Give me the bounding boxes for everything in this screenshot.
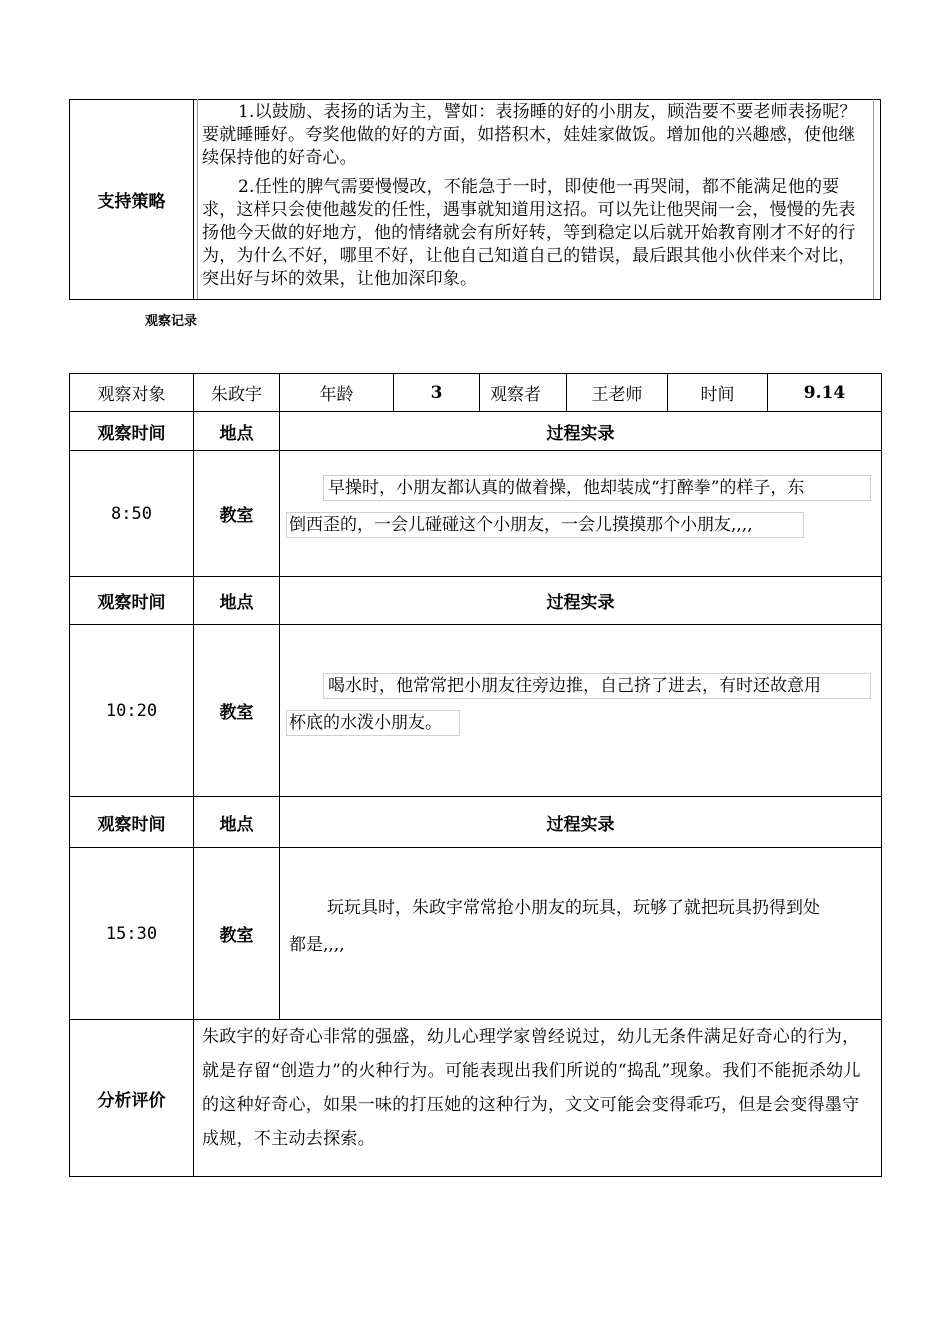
support-strategy-para-2: 2.任性的脾气需要慢慢改，不能急于一时，即使他一再哭闹，都不能满足他的要求，这样只会使他越发的任性，遇事就知道用这招。可以先让他哭闹一会，慢慢的先表扬他今天做的好地方，他的情绪就会有所好转，等到稳定以后就开始教育刚才不好的行为，为什么不好，哪里不好，让他自己知道自己的错误，最后跟其他小伙伴来个对比，突出好与坏的效果，让他加深印象。 <box>202 177 856 289</box>
analysis-label: 分析评价 <box>97 1090 166 1111</box>
record-3-time-label: 观察时间 <box>97 814 166 835</box>
support-strategy-para-1: 1.以鼓励、表扬的话为主，譬如：表扬睡的好的小朋友，顾浩要不要老师表扬呢？要就睡睡好。夸奖他做的好的方面，如搭积木，娃娃家做饭。增加他的兴趣感，使他继续保持他的好奇心。 <box>202 102 857 168</box>
record-1-line-1: 早操时，小朋友都认真的做着操，他却装成“打醉拳”的样子，东 <box>323 475 871 501</box>
record-1-time: 8:50 <box>111 503 152 524</box>
record-3-line-2: 都是,,,, <box>289 935 345 955</box>
record-3-time: 15:30 <box>105 923 158 944</box>
record-1-place: 教室 <box>219 506 254 526</box>
support-strategy-label: 支持策略 <box>97 192 166 212</box>
record-1-process-label: 过程实录 <box>546 423 615 444</box>
record-3-line-1: 玩玩具时，朱政宇常常抢小朋友的玩具，玩够了就把玩具扔得到处 <box>327 898 820 918</box>
record-1-line-2: 倒西歪的，一会儿碰碰这个小朋友，一会儿摸摸那个小朋友,,,, <box>286 512 804 538</box>
record-2-place-label: 地点 <box>219 593 254 613</box>
section-title: 观察记录 <box>145 314 198 329</box>
observer-value: 王老师 <box>591 385 643 405</box>
age-value: 3 <box>430 382 443 403</box>
observer-label: 观察者 <box>490 385 541 405</box>
record-2-line-2: 杯底的水泼小朋友。 <box>286 710 460 736</box>
age-label: 年龄 <box>319 385 354 405</box>
record-3-process-label: 过程实录 <box>546 814 615 835</box>
record-1-time-label: 观察时间 <box>97 423 166 444</box>
record-2-time-label: 观察时间 <box>97 593 166 613</box>
record-2-process-label: 过程实录 <box>546 593 615 613</box>
record-1-place-label: 地点 <box>219 423 254 444</box>
record-3-place-label: 地点 <box>219 814 254 835</box>
record-2-line-1: 喝水时，他常常把小朋友往旁边推，自己挤了进去，有时还故意用 <box>323 673 871 699</box>
record-2-place: 教室 <box>219 703 254 723</box>
analysis-text: 朱政宇的好奇心非常的强盛，幼儿心理学家曾经说过，幼儿无条件满足好奇心的行为，就是存留“创造力”的火种行为。可能表现出我们所说的“捣乱”现象。我们不能扼杀幼儿的这种好奇心，如果一味的打压她的这种行为，文文可能会变得乖巧，但是会变得墨守成规，不主动去探索。 <box>202 1027 861 1149</box>
subject-label: 观察对象 <box>97 385 166 405</box>
subject-value: 朱政宇 <box>211 385 262 405</box>
time-label: 时间 <box>700 385 735 405</box>
record-2-time: 10:20 <box>105 700 158 721</box>
record-3-place: 教室 <box>219 926 254 946</box>
time-value: 9.14 <box>803 382 846 403</box>
